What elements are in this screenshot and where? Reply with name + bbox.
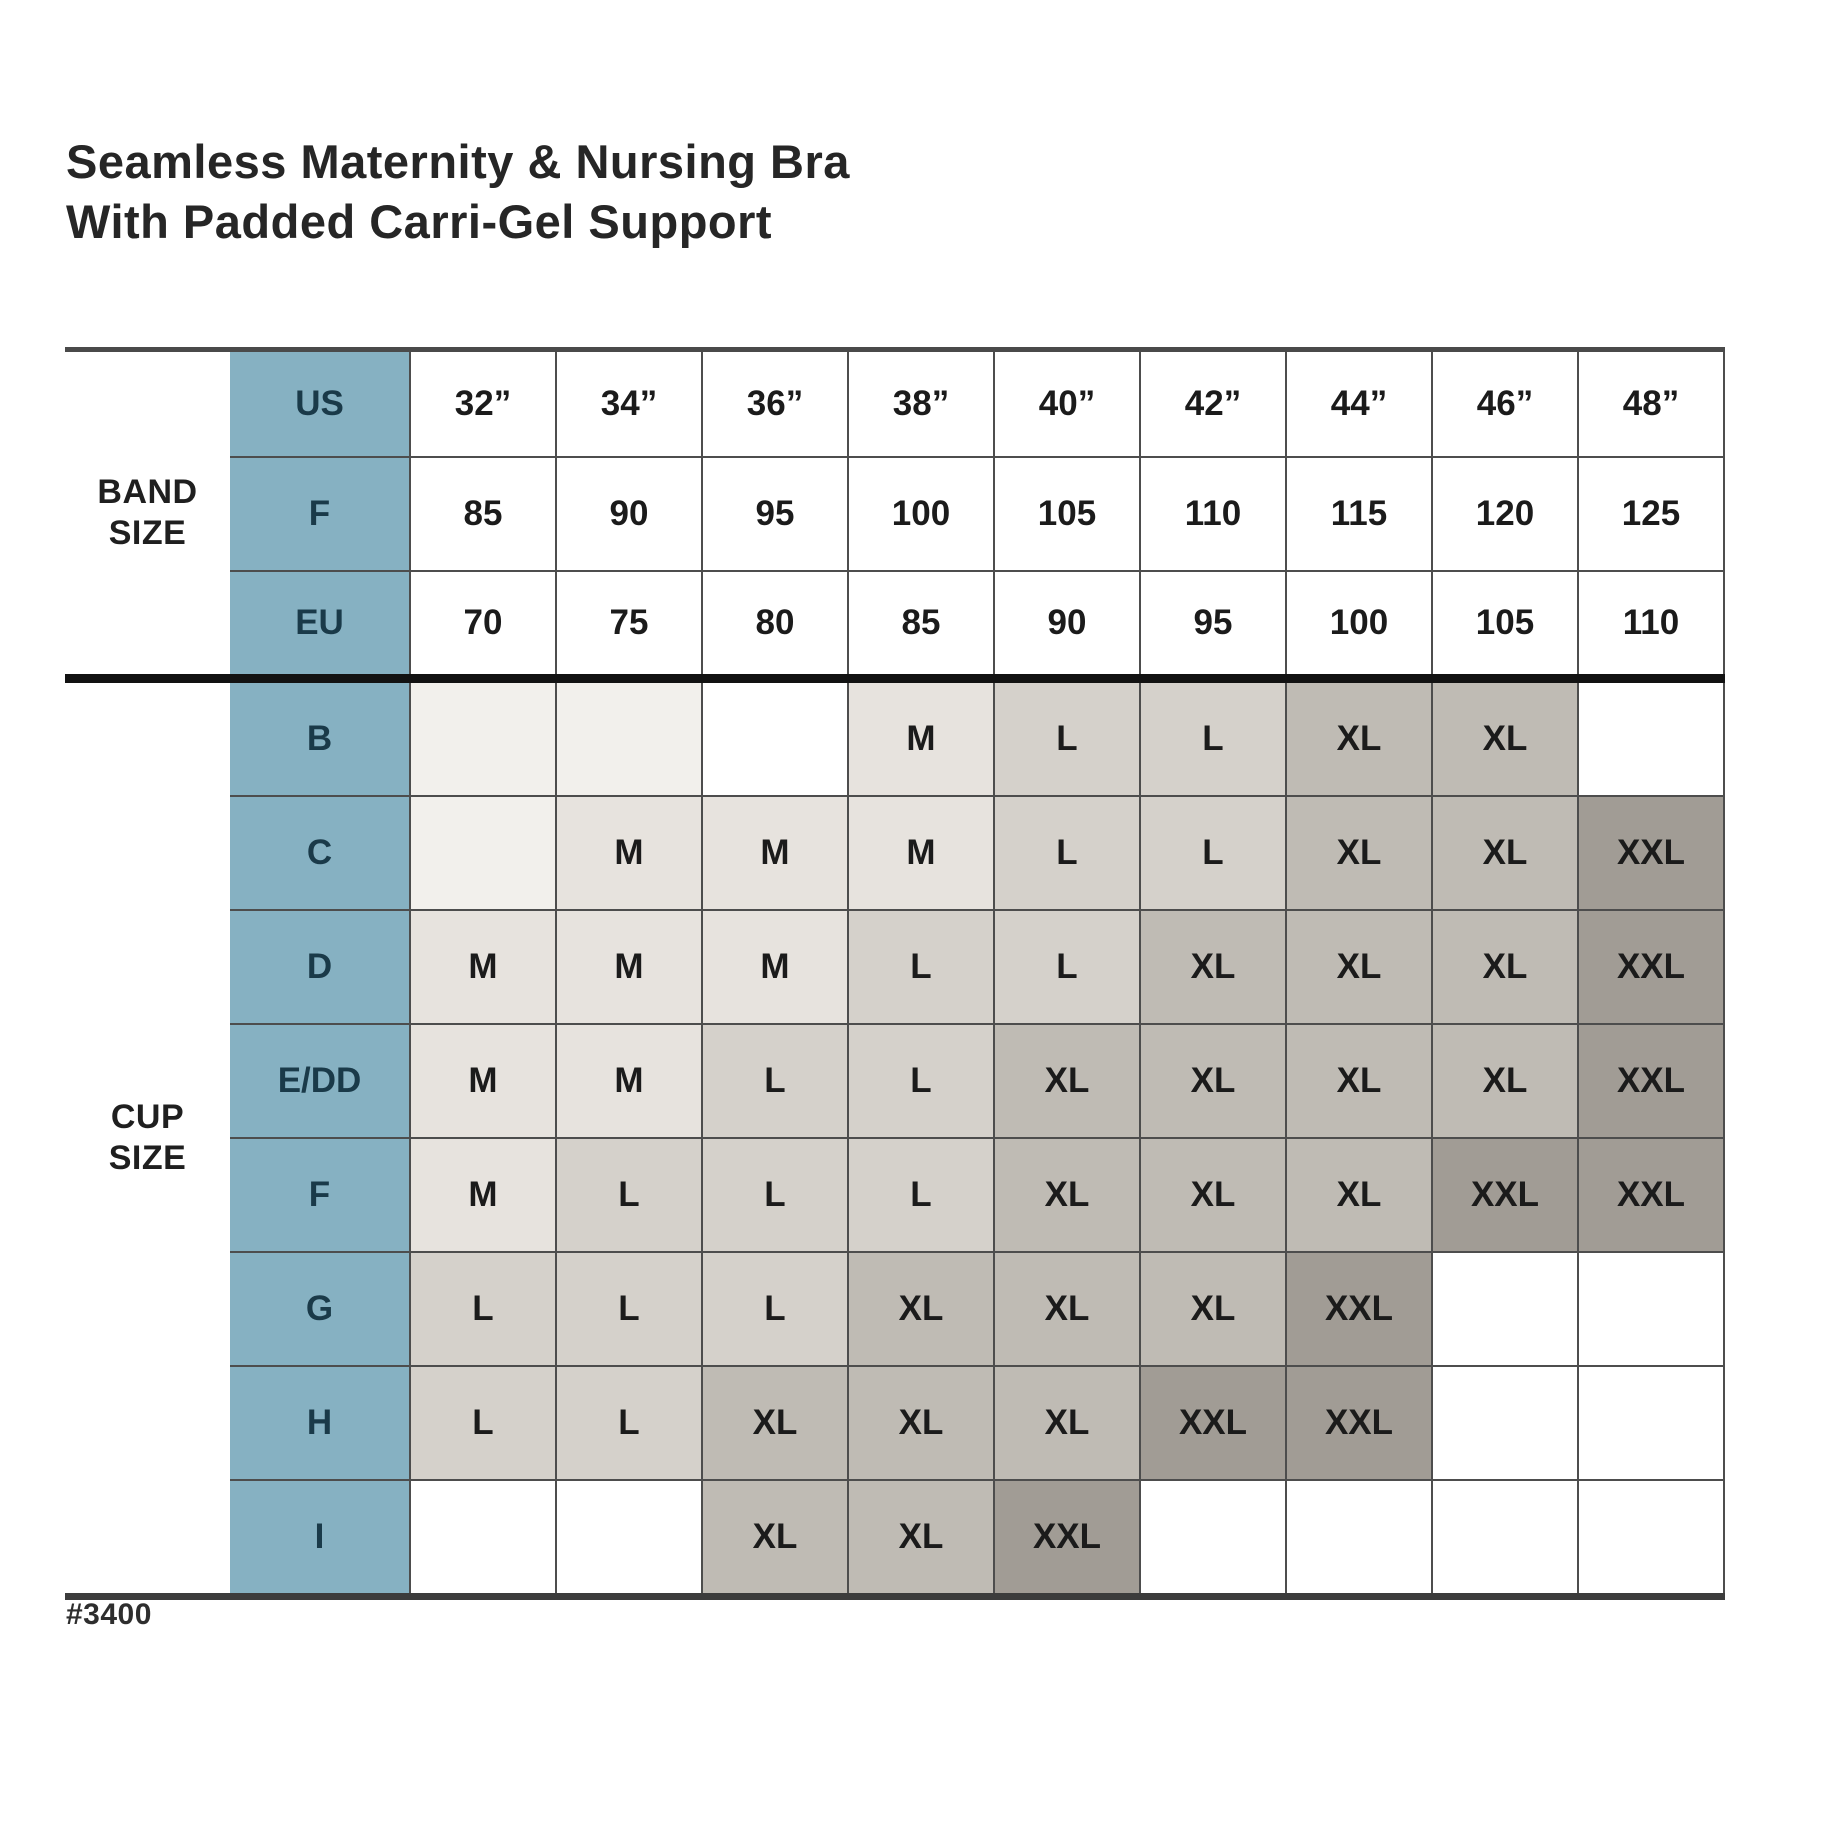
page-title-line1: Seamless Maternity & Nursing Bra xyxy=(66,135,850,188)
cup-size-cell: XXL xyxy=(1286,1252,1432,1366)
cup-size-cell: XL xyxy=(994,1024,1140,1138)
page-title-line2: With Padded Carri-Gel Support xyxy=(66,195,773,249)
cup-size-cell: XXL xyxy=(1578,910,1724,1024)
cup-row-g xyxy=(65,1252,1724,1366)
cup-size-cell: XXL xyxy=(1578,1138,1724,1252)
cup-size-cell xyxy=(410,679,556,797)
cup-row-f xyxy=(65,1138,1724,1252)
cup-size-cell: XL xyxy=(848,1366,994,1480)
cup-size-cell: L xyxy=(994,910,1140,1024)
cup-size-cell: XL xyxy=(1286,910,1432,1024)
band-size-label xyxy=(65,350,230,679)
cup-size-cell: L xyxy=(556,1366,702,1480)
row-key-cell: G xyxy=(230,1252,410,1366)
cup-size-cell xyxy=(1578,1252,1724,1366)
cup-size-cell xyxy=(1432,1252,1578,1366)
cup-size-cell: XL xyxy=(1140,1138,1286,1252)
band-value-cell: 70 xyxy=(410,571,556,679)
cup-size-label xyxy=(65,679,230,1597)
cup-size-cell: L xyxy=(556,1252,702,1366)
cup-size-cell: L xyxy=(410,1252,556,1366)
cup-size-cell: M xyxy=(556,1024,702,1138)
band-value-cell: 110 xyxy=(1578,571,1724,679)
band-value-cell: 48” xyxy=(1578,350,1724,458)
cup-size-cell xyxy=(410,1480,556,1597)
cup-size-cell: XL xyxy=(848,1252,994,1366)
row-key-cell: I xyxy=(230,1480,410,1597)
band-value-cell: 85 xyxy=(410,457,556,571)
band-value-cell: 100 xyxy=(1286,571,1432,679)
cup-size-cell: M xyxy=(556,796,702,910)
size-chart-table xyxy=(65,347,1725,1600)
band-value-cell: 120 xyxy=(1432,457,1578,571)
cup-size-cell: XXL xyxy=(1432,1138,1578,1252)
band-row-f xyxy=(65,457,1724,571)
cup-size-cell: L xyxy=(702,1138,848,1252)
cup-size-cell: XL xyxy=(1140,1252,1286,1366)
band-value-cell: 90 xyxy=(556,457,702,571)
cup-size-cell: L xyxy=(994,679,1140,797)
cup-size-cell xyxy=(556,1480,702,1597)
row-key-cell: EU xyxy=(230,571,410,679)
cup-size-cell: XXL xyxy=(994,1480,1140,1597)
cup-size-cell: XL xyxy=(1432,1024,1578,1138)
band-value-cell: 32” xyxy=(410,350,556,458)
row-key-cell: C xyxy=(230,796,410,910)
band-value-cell: 85 xyxy=(848,571,994,679)
cup-row-h xyxy=(65,1366,1724,1480)
cup-size-cell: L xyxy=(702,1024,848,1138)
cup-size-cell: L xyxy=(994,796,1140,910)
band-value-cell: 90 xyxy=(994,571,1140,679)
band-value-cell: 95 xyxy=(702,457,848,571)
band-row-eu xyxy=(65,571,1724,679)
band-value-cell: 95 xyxy=(1140,571,1286,679)
cup-size-cell xyxy=(1286,1480,1432,1597)
row-key-cell: F xyxy=(230,1138,410,1252)
cup-size-cell xyxy=(1578,1366,1724,1480)
cup-size-cell: XL xyxy=(1286,1138,1432,1252)
band-size-label-line: SIZE xyxy=(108,514,187,552)
cup-size-cell xyxy=(410,796,556,910)
band-size-label-line: BAND xyxy=(97,472,198,511)
band-value-cell: 46” xyxy=(1432,350,1578,458)
band-value-cell: 40” xyxy=(994,350,1140,458)
cup-size-cell: L xyxy=(1140,796,1286,910)
cup-size-cell: M xyxy=(702,796,848,910)
band-value-cell: 75 xyxy=(556,571,702,679)
cup-size-cell xyxy=(702,679,848,797)
cup-size-cell: L xyxy=(848,910,994,1024)
cup-size-cell: M xyxy=(410,910,556,1024)
band-row-us xyxy=(65,350,1724,458)
cup-size-cell: XL xyxy=(1432,796,1578,910)
row-key-cell: B xyxy=(230,679,410,797)
style-number: #3400 xyxy=(66,1598,152,1631)
cup-size-cell: XL xyxy=(994,1366,1140,1480)
cup-size-cell: M xyxy=(556,910,702,1024)
cup-size-cell xyxy=(1578,1480,1724,1597)
cup-size-cell: XXL xyxy=(1578,796,1724,910)
cup-size-cell: XL xyxy=(1286,679,1432,797)
cup-size-cell xyxy=(1432,1366,1578,1480)
cup-row-d xyxy=(65,910,1724,1024)
band-value-cell: 100 xyxy=(848,457,994,571)
cup-size-cell: XL xyxy=(1140,910,1286,1024)
cup-size-cell: L xyxy=(410,1366,556,1480)
band-value-cell: 44” xyxy=(1286,350,1432,458)
cup-size-cell: XXL xyxy=(1286,1366,1432,1480)
cup-size-cell: M xyxy=(410,1138,556,1252)
cup-size-cell: XL xyxy=(1432,679,1578,797)
row-key-cell: E/DD xyxy=(230,1024,410,1138)
cup-size-cell: M xyxy=(848,679,994,797)
row-key-cell: US xyxy=(230,350,410,458)
cup-size-cell: L xyxy=(1140,679,1286,797)
row-key-cell: H xyxy=(230,1366,410,1480)
cup-size-cell xyxy=(1578,679,1724,797)
cup-size-cell: M xyxy=(702,910,848,1024)
cup-size-cell xyxy=(556,679,702,797)
cup-size-cell: XL xyxy=(1286,1024,1432,1138)
band-value-cell: 110 xyxy=(1140,457,1286,571)
cup-size-label-line: CUP xyxy=(110,1097,185,1136)
cup-size-label-line: SIZE xyxy=(108,1139,187,1177)
cup-size-cell: XL xyxy=(1140,1024,1286,1138)
cup-size-cell: XXL xyxy=(1578,1024,1724,1138)
cup-size-cell: M xyxy=(410,1024,556,1138)
cup-size-cell: XL xyxy=(1286,796,1432,910)
cup-size-cell xyxy=(1432,1480,1578,1597)
cup-size-cell: XL xyxy=(1432,910,1578,1024)
band-value-cell: 34” xyxy=(556,350,702,458)
row-key-cell: F xyxy=(230,457,410,571)
band-value-cell: 42” xyxy=(1140,350,1286,458)
cup-size-cell: L xyxy=(848,1138,994,1252)
cup-size-cell: L xyxy=(702,1252,848,1366)
cup-row-b xyxy=(65,679,1724,797)
cup-size-cell: XL xyxy=(994,1138,1140,1252)
cup-row-i xyxy=(65,1480,1724,1597)
band-value-cell: 38” xyxy=(848,350,994,458)
cup-size-cell xyxy=(1140,1480,1286,1597)
cup-size-cell: L xyxy=(556,1138,702,1252)
cup-size-cell: M xyxy=(848,796,994,910)
row-key-cell: D xyxy=(230,910,410,1024)
cup-row-c xyxy=(65,796,1724,910)
cup-size-cell: XL xyxy=(702,1480,848,1597)
cup-size-cell: L xyxy=(848,1024,994,1138)
band-value-cell: 36” xyxy=(702,350,848,458)
band-value-cell: 115 xyxy=(1286,457,1432,571)
band-value-cell: 105 xyxy=(1432,571,1578,679)
cup-row-e-dd xyxy=(65,1024,1724,1138)
page-title xyxy=(66,132,850,252)
cup-size-cell: XL xyxy=(702,1366,848,1480)
cup-size-cell: XL xyxy=(994,1252,1140,1366)
band-value-cell: 105 xyxy=(994,457,1140,571)
band-value-cell: 80 xyxy=(702,571,848,679)
cup-size-cell: XL xyxy=(848,1480,994,1597)
band-value-cell: 125 xyxy=(1578,457,1724,571)
cup-size-cell: XXL xyxy=(1140,1366,1286,1480)
